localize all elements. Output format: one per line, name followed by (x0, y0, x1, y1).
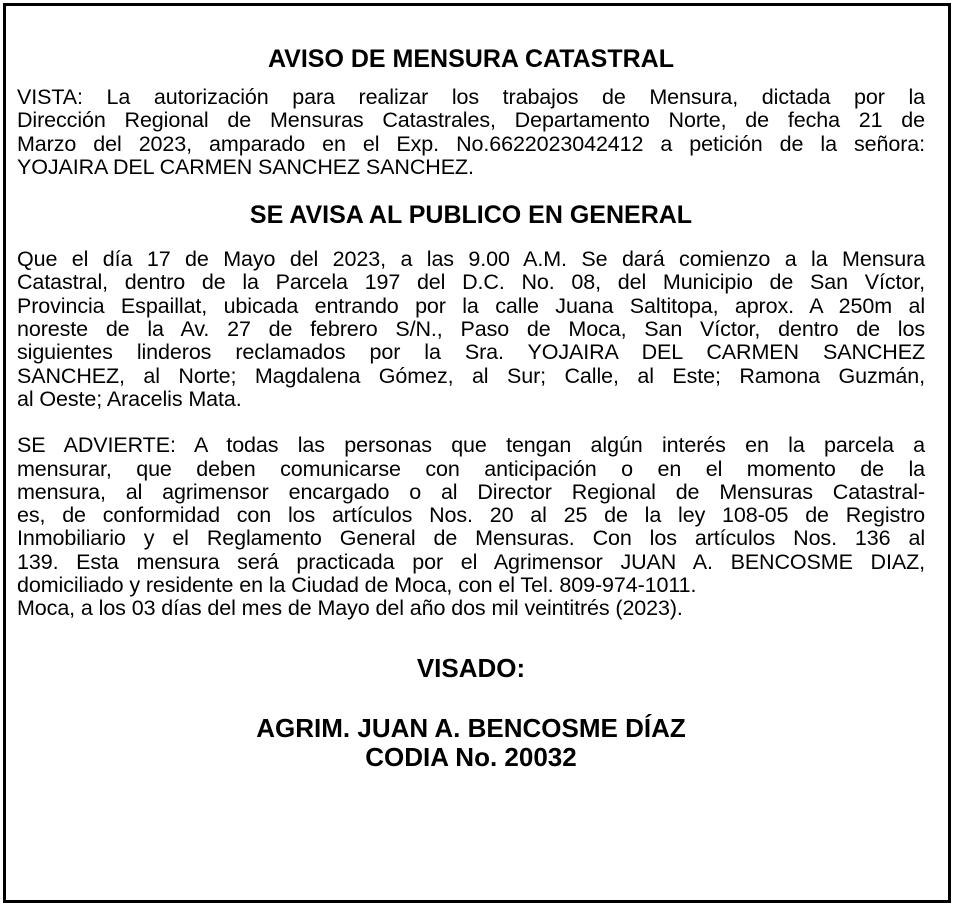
vista-paragraph (17, 86, 925, 179)
que-line: noreste de la Av. 27 de febrero S/N., Paso de Moca, San Víctor, dentro de los (17, 317, 925, 342)
advierte-line: SE ADVIERTE: A todas las personas que tengan algún interés en la parcela a (17, 433, 925, 458)
advierte-line: Inmobiliario y el Reglamento General de Mensuras. Con los artículos Nos. 136 al (17, 526, 925, 551)
advierte-line: mensurar, que deben comunicarse con anticipación o en el momento de la (17, 456, 925, 481)
que-line: siguientes linderos reclamados por la Sra. YOJAIRA DEL CARMEN SANCHEZ (17, 340, 925, 365)
vista-line: Marzo del 2023, amparado en el Exp. No.6622023042412 a petición de la señora: (17, 131, 925, 156)
que-line: Que el día 17 de Mayo del 2023, a las 9.00 A.M. Se dará comienzo a la Mensura (17, 247, 925, 272)
vista-line: YOJAIRA DEL CARMEN SANCHEZ SANCHEZ. (17, 154, 474, 179)
que-line: al Oeste; Aracelis Mata. (17, 386, 242, 411)
vista-line: Dirección Regional de Mensuras Catastrales, Departamento Norte, de fecha 21 de (17, 108, 925, 133)
que-line: Provincia Espaillat, ubicada entrando por la calle Juana Saltitopa, aprox. A 250m al (17, 293, 925, 318)
signer-codia: CODIA No. 20032 (365, 741, 577, 772)
notice-content (17, 44, 925, 772)
advierte-paragraph (17, 434, 925, 620)
que-paragraph (17, 248, 925, 411)
notice-title: AVISO DE MENSURA CATASTRAL (267, 45, 675, 73)
advierte-line: 139. Esta mensura será practicada por el Agrimensor JUAN A. BENCOSME DIAZ, (17, 549, 925, 574)
visado-label: VISADO: (416, 652, 526, 683)
que-line: Catastral, dentro de la Parcela 197 del D.C. No. 08, del Municipio de San Víctor, (17, 270, 925, 295)
notice-subtitle: SE AVISA AL PUBLICO EN GENERAL (249, 201, 693, 230)
que-line: SANCHEZ, al Norte; Magdalena Gómez, al Sur; Calle, al Este; Ramona Guzmán, (17, 363, 925, 388)
advierte-line: es, de conformidad con los artículos Nos. 20 al 25 de la ley 108-05 de Registro (17, 503, 925, 528)
date-line: Moca, a los 03 días del mes de Mayo del año dos mil veintitrés (2023). (17, 596, 683, 621)
vista-line: VISTA: La autorización para realizar los trabajos de Mensura, dictada por la (17, 85, 925, 109)
advierte-line: mensura, al agrimensor encargado o al Director Regional de Mensuras Catastral- (17, 479, 925, 504)
signer-name: AGRIM. JUAN A. BENCOSME DÍAZ (256, 712, 686, 743)
advierte-line: domiciliado y residente en la Ciudad de Moca, con el Tel. 809-974-1011. (17, 573, 697, 598)
